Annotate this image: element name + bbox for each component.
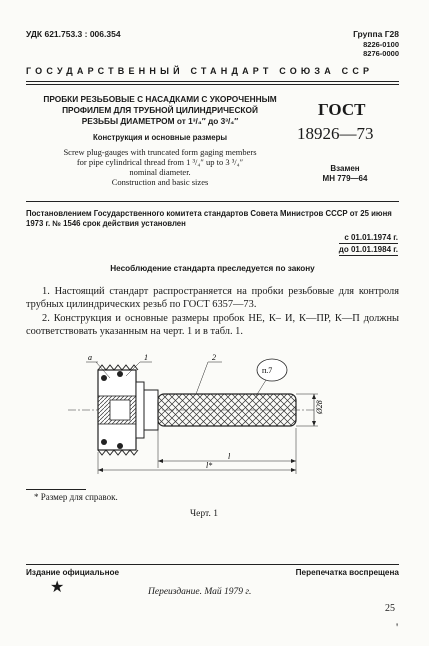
title-ru-line-1: ПРОБКИ РЕЗЬБОВЫЕ С НАСАДКАМИ С УКОРОЧЕННЫМ — [43, 94, 277, 104]
thread-head — [98, 365, 138, 455]
code-1: 8226-0100 — [363, 40, 399, 49]
title-russian — [40, 94, 280, 127]
title-english — [40, 147, 280, 187]
footer-rule — [26, 564, 399, 565]
callout-a: a — [88, 353, 92, 362]
callout-2: 2 — [212, 353, 216, 362]
gost-number: 18926—73 — [297, 124, 374, 143]
replaces-value: МН 779—64 — [322, 174, 368, 183]
legal-warning: Несоблюдение стандарта преследуется по закону — [110, 264, 315, 273]
gost-label: ГОСТ — [318, 100, 366, 119]
title-en-line-2: for pipe cylindrical thread from 1 ³/₄″ up to 3 ³/₄″ — [76, 157, 244, 167]
banner-rule-thin — [26, 84, 399, 85]
replaces-block — [305, 164, 385, 184]
state-standard-banner: ГОСУДАРСТВЕННЫЙ СТАНДАРТ СОЮЗА ССР — [26, 66, 374, 76]
reprint-prohibited: Перепечатка воспрещена — [295, 568, 399, 577]
valid-from: с 01.01.1974 г. — [339, 232, 398, 244]
margin-mark: ' — [396, 620, 399, 634]
replaces-label: Взамен — [330, 164, 360, 173]
paragraph-2: 2. Конструкция и основные размеры пробок НЕ, К– И, К—ПР, К—П должны соответствовать указанным на черт. 1 и в табл. 1. — [26, 313, 399, 337]
knurled-handle — [136, 382, 296, 438]
page-number: 25 — [385, 603, 395, 614]
valid-to: до 01.01.1984 г. — [338, 245, 398, 254]
figure-caption: Черт. 1 — [190, 509, 218, 519]
callout-p7: п.7 — [262, 366, 273, 375]
length-l1-label: l — [228, 452, 231, 461]
star-icon: ★ — [50, 579, 65, 596]
subtitle-russian: Конструкция и основные размеры — [92, 133, 228, 142]
title-ru-line-3: РЕЗЬБЫ ДИАМЕТРОМ от 1³/₄″ до 3³/₄″ — [81, 116, 239, 126]
diameter-label: Ø28 — [315, 400, 324, 414]
official-edition: Издание официальное — [26, 568, 120, 577]
title-en-line-1: Screw plug-gauges with truncated form gaging members — [63, 147, 257, 157]
title-en-line-4: Construction and basic sizes — [111, 177, 209, 187]
callout-1: 1 — [144, 353, 148, 362]
group-label: Группа Г28 — [353, 29, 399, 39]
group-block — [353, 29, 399, 58]
reissue-note: Переиздание. Май 1979 г. — [148, 587, 252, 597]
footnote-rule — [26, 489, 86, 490]
title-en-line-3: nominal diameter. — [129, 167, 191, 177]
title-ru-line-2: ПРОФИЛЕМ ДЛЯ ТРУБНОЙ ЦИЛИНДРИЧЕСКОЙ — [62, 105, 258, 115]
code-2: 8276-0000 — [363, 49, 399, 58]
length-l-label: l* — [206, 461, 213, 470]
banner-rule-thick — [26, 81, 399, 82]
decree-text: Постановлением Государственного комитета стандартов Совета Министров СССР от 25 июня 1973 г. № 1546 срок действия установлен — [26, 209, 392, 228]
plug-gauge-drawing — [60, 348, 360, 478]
footnote: * Размер для справок. — [34, 492, 118, 502]
paragraph-1: 1. Настоящий стандарт распространяется на пробки резьбовые для контроля трубных цилиндрических резьб по ГОСТ 6357—73. — [26, 286, 399, 310]
udk-code: УДК 621.753.3 : 006.354 — [26, 29, 121, 39]
validity-dates — [339, 232, 398, 256]
decree-separator — [26, 201, 399, 202]
